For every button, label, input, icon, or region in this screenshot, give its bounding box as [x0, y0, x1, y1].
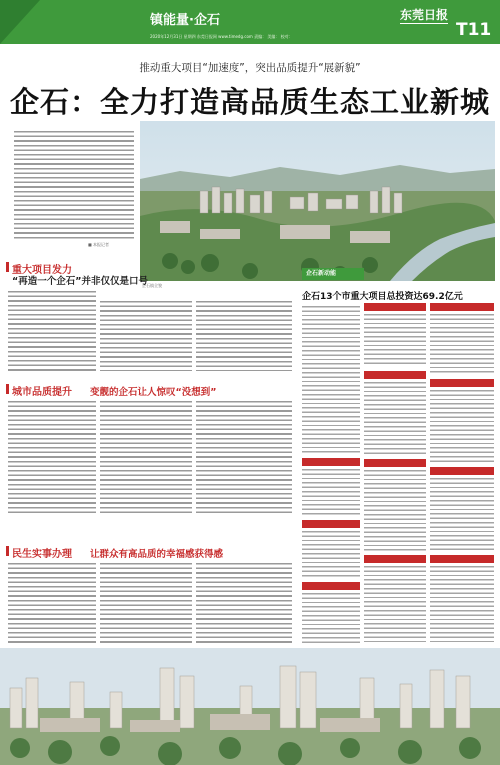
- section-2-col-2: [100, 398, 192, 516]
- side-panel-intro: [302, 303, 360, 453]
- project-block-text: [364, 379, 426, 455]
- section-1-bar: [6, 262, 9, 272]
- project-block-text: [302, 466, 360, 516]
- section-3-col-2: [100, 560, 192, 646]
- section-2-col-1: [8, 398, 96, 516]
- project-block-header: [430, 467, 494, 475]
- project-block-text: [364, 467, 426, 551]
- section-1-subtitle: “再造一个企石”并非仅仅是口号: [12, 276, 148, 287]
- issue-info-line: 2020年12月31日 星期四 东莞日报网 www.timedg.com 责编： 美编： 校对：: [150, 34, 293, 39]
- byline: ■ 本报记者: [88, 242, 110, 247]
- project-block-text: [430, 475, 494, 551]
- section-1-col-1: [8, 288, 96, 371]
- project-block: [302, 582, 360, 644]
- section-3-subtitle: 让群众有高品质的幸福感获得感: [90, 549, 224, 560]
- main-headline: 企石：全力打造高品质生态工业新城: [9, 85, 490, 119]
- lead-paragraph: [14, 128, 134, 240]
- paper-logo: 东莞日报: [400, 8, 449, 22]
- side-panel-tag: 企石新动能: [302, 268, 364, 280]
- project-block: [430, 555, 494, 644]
- section-3-bar: [6, 546, 9, 556]
- project-block-text: [430, 387, 494, 463]
- section-1-col-3: [196, 298, 292, 371]
- project-block-header: [364, 555, 426, 563]
- project-block-text: [302, 590, 360, 644]
- project-block: [364, 459, 426, 551]
- kicker-title: 推动重大项目“加速度”，突出品质提升“展新貌”: [139, 62, 361, 74]
- project-block: [364, 371, 426, 455]
- side-panel-title: 企石13个市重大项目总投资达69.2亿元: [302, 292, 463, 302]
- section-3-col-3: [196, 560, 292, 646]
- top-photo-caption: 企石镇全貌: [142, 283, 162, 288]
- page-code: T11: [456, 20, 492, 40]
- section-3-title: 民生实事办理: [12, 549, 72, 560]
- section-label: 镇能量·企石: [150, 13, 220, 28]
- project-block-text: [430, 311, 494, 375]
- project-block-header: [430, 379, 494, 387]
- project-block-text: [430, 563, 494, 644]
- project-block: [364, 303, 426, 367]
- project-block: [302, 458, 360, 516]
- project-block-text: [302, 528, 360, 578]
- bottom-skyline-photo: [0, 648, 500, 765]
- project-block-header: [364, 371, 426, 379]
- project-block: [430, 379, 494, 463]
- section-2-bar: [6, 384, 9, 394]
- header-corner-decoration: [0, 0, 40, 44]
- section-1-col-2: [100, 298, 192, 371]
- section-3-col-1: [8, 560, 96, 646]
- project-block: [430, 467, 494, 551]
- aerial-town-photo: [140, 121, 495, 281]
- project-block-header: [302, 520, 360, 528]
- section-2-col-3: [196, 398, 292, 516]
- project-block-header: [430, 555, 494, 563]
- project-block: [302, 520, 360, 578]
- project-block: [364, 555, 426, 644]
- project-block: [430, 303, 494, 375]
- section-2-title: 城市品质提升: [12, 387, 72, 398]
- project-block-header: [302, 582, 360, 590]
- project-block-header: [364, 303, 426, 311]
- project-block-header: [430, 303, 494, 311]
- section-2-subtitle: 变靓的企石让人惊叹“没想到”: [90, 387, 217, 398]
- project-block-text: [364, 563, 426, 644]
- project-block-header: [364, 459, 426, 467]
- section-1-title: 重大项目发力: [12, 265, 72, 276]
- project-block-text: [364, 311, 426, 367]
- project-block-header: [302, 458, 360, 466]
